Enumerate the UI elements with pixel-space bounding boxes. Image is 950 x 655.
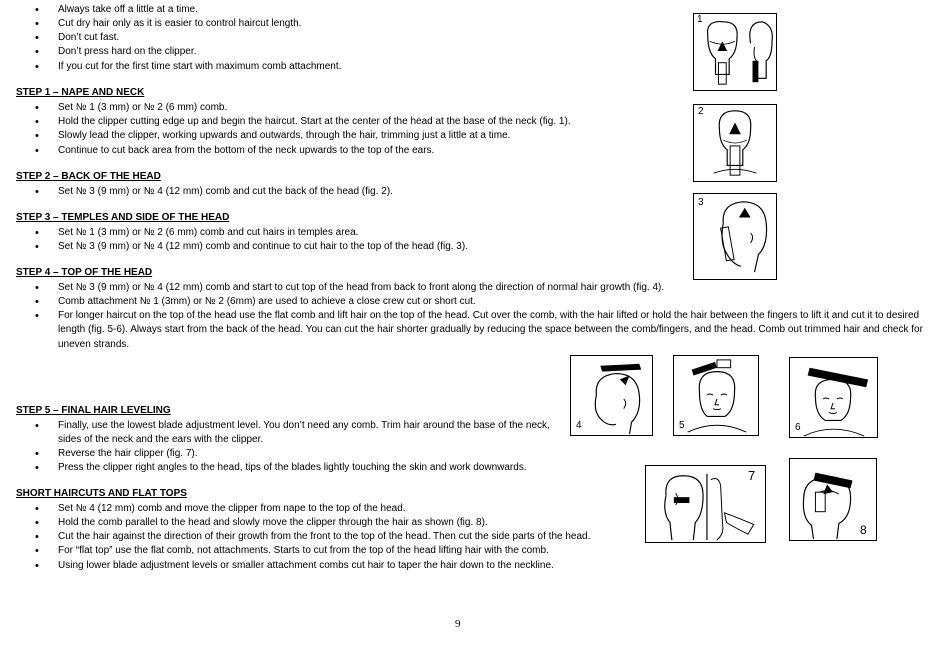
step3-heading: STEP 3 – TEMPLES AND SIDE OF THE HEAD: [16, 212, 230, 223]
step1-bullet-3: • Slowly lead the clipper, working upwards and outwards, through the hair, trimming just a little at a time.: [58, 129, 510, 143]
figure-6-illustration: [790, 358, 877, 437]
figure-1-illustration: [694, 14, 776, 90]
figure-8: [789, 458, 877, 541]
figure-5-illustration: [674, 356, 758, 435]
step1-bullet-2: • Hold the clipper cutting edge up and begin the haircut. Start at the center of the head at the base of the neck (fig. 1).: [58, 115, 571, 129]
step5-bullet-1: [58, 419, 550, 448]
figure-7: [645, 465, 766, 543]
step5-heading: STEP 5 – FINAL HAIR LEVELING: [16, 405, 171, 416]
step5-bullet-1-line2: sides of the neck and the ears with the clipper.: [58, 434, 264, 446]
short-bullet-1: • Set № 4 (12 mm) comb and move the clipper from nape to the top of the head.: [58, 502, 406, 516]
step1-bullet-1: • Set № 1 (3 mm) or № 2 (6 mm) comb.: [58, 101, 227, 115]
step4-bullet-3-line1: • For longer haircut on the top of the head use the flat comb and lift hair on the top of the head. Cut over the comb, with the hair lifted or hold the hair between the fingers to lift it and cut it to desired: [58, 310, 920, 321]
step5-bullet-2: • Reverse the hair clipper (fig. 7).: [58, 447, 198, 461]
step1-heading: STEP 1 – NAPE AND NECK: [16, 87, 145, 98]
figure-1: [693, 13, 777, 91]
figure-1-label: 1: [697, 14, 703, 25]
figure-7-label: 7: [748, 468, 756, 483]
step3-bullet-2: • Set № 3 (9 mm) or № 4 (12 mm) comb and continue to cut hair to the top of the head (fig. 3).: [58, 240, 468, 254]
short-bullet-2: • Hold the comb parallel to the head and slowly move the clipper through the hair as shown (fig. 8).: [58, 516, 488, 530]
figure-3-illustration: [694, 194, 776, 279]
intro-bullet-4: • Don’t press hard on the clipper.: [58, 45, 196, 59]
step4-bullet-1: • Set № 3 (9 mm) or № 4 (12 mm) comb and start to cut top of the head from back to front along the direction of normal hair growth (fig. 4).: [58, 281, 664, 295]
step5-bullet-3: • Press the clipper right angles to the head, tips of the blades lightly touching the skin and work downwards.: [58, 461, 527, 475]
short-bullet-5: • Using lower blade adjustment levels or smaller attachment combs cut hair to taper the hair down to the neckline.: [58, 559, 554, 573]
figure-2: [693, 104, 777, 182]
intro-bullet-2: • Cut dry hair only as it is easier to control haircut length.: [58, 17, 301, 31]
step2-bullet-1: • Set № 3 (9 mm) or № 4 (12 mm) comb and cut the back of the head (fig. 2).: [58, 185, 393, 199]
figure-2-label: 2: [698, 106, 704, 117]
step4-heading: STEP 4 – TOP OF THE HEAD: [16, 267, 153, 278]
step4-bullet-3-line3: uneven strands.: [58, 338, 130, 350]
figure-3: [693, 193, 777, 280]
short-bullet-3: • Cut the hair against the direction of their growth from the front to the top of the head. Then cut the side parts of the head.: [58, 530, 590, 544]
short-heading: SHORT HAIRCUTS AND FLAT TOPS: [16, 488, 187, 499]
short-bullet-4: • For “flat top” use the flat comb, not attachments. Starts to cut from the top of the head lifting hair with the comb.: [58, 544, 549, 558]
figure-6: [789, 357, 878, 438]
step4-bullet-3-line2: length (fig. 5-6). Always start from the back of the head. You can cut the hair shorter gradually by reducing the space between the comb/fingers, and the head. Comb out trimmed hair and check for: [58, 324, 923, 336]
figure-2-illustration: [694, 105, 776, 181]
intro-bullet-3: • Don’t cut fast.: [58, 31, 119, 45]
page-number: 9: [455, 618, 461, 630]
step1-bullet-4: • Continue to cut back area from the bottom of the neck upwards to the top of the ears.: [58, 144, 434, 158]
figure-4-label: 4: [576, 420, 582, 431]
figure-4-illustration: [571, 356, 652, 435]
figure-3-label: 3: [698, 197, 704, 208]
intro-bullet-1: • Always take off a little at a time.: [58, 3, 198, 17]
step4-bullet-2: • Comb attachment № 1 (3mm) or № 2 (6mm) are used to achieve a close crew cut or short cut.: [58, 295, 476, 309]
step3-bullet-1: • Set № 1 (3 mm) or № 2 (6 mm) comb and cut hairs in temples area.: [58, 226, 358, 240]
step5-bullet-1-line1: • Finally, use the lowest blade adjustment level. You don’t need any comb. Trim hair around the base of the neck,: [58, 420, 550, 431]
step2-heading: STEP 2 – BACK OF THE HEAD: [16, 171, 161, 182]
step4-bullet-3: [58, 309, 923, 352]
figure-5-label: 5: [679, 420, 685, 431]
figure-8-label: 8: [860, 523, 867, 537]
intro-bullet-5: • If you cut for the first time start with maximum comb attachment.: [58, 60, 341, 74]
figure-5: [673, 355, 759, 436]
figure-6-label: 6: [795, 422, 801, 433]
figure-4: [570, 355, 653, 436]
